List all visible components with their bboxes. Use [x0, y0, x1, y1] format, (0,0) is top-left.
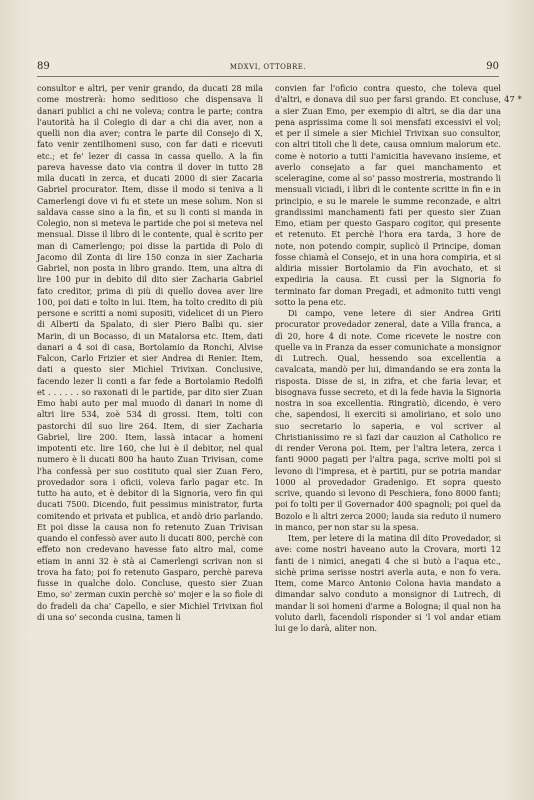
paragraph: Di campo, vene letere di sier Andrea Griti procurator provedador zeneral, date a Villa franca, a dì 20, hore 4 di note. Come ricevete le nostre con quelle va in Franza da esser comunichate a monsignor di Lutrech. Qual, hessendo soa excellentia a cavalcata, mandò per lui, dimandando se era zonta la risposta. Disse de si, in zifra, et che faria levar, et bisognava fusse secreto, et di la fede havia la Signoria nostra in soa excellentia. Ringratiò, dicendo, è vero che, sapendosi, li exerciti si amoliriano, et solo uno suo secretario lo saperia, e vol scriver al Christianissimo re si fazi dar cauzion al Catholico re di render Verona poi. Item, per l'altra letera, zerca i fanti 9000 pagati per l'altra paga, scrive molti poi si levono di l'impresa, et è partiti, pur se potria mandar 1000 al provedador Gradenigo. Et sopra questo scrive, quando si levono di Peschiera, fono 8000 fanti; poi fo tolti per il Governador 400 spagnoli; poi quel da Bozolo e li altri zerca 2000; lauda sia reduto il numero in manco, per non star su la spesa. [275, 308, 501, 532]
page-number-right: 90 [486, 61, 499, 72]
paragraph: convien far l'oficio contra questo, che toleva quel d'altri, e donava dil suo per farsi grando. Et concluse, a sier Zuan Emo, per exempio di altri, se dia dar una pena asprissima come li soi mensfati excessivi el vol; et per il simele a sier Michiel Trivixan suo consultor, con altri titoli che li dete, causa omnium malorum etc. come è notorio a tutti l'amicitia havevano insieme, et averlo consejato a far quei manchamento et sceleragine, come al so' passo mostreria, mostrando li mensuali viciadi, i libri di le contente scritte in fin e in principio, e su le marele le summe reconzade, e altri grandissimi manchamenti fati per questo sier Zuan Emo, etiam per questo Gasparo cogitor, qui presente et retenuto. Et perchè l'hora era tarda, 3 hore de note, non potendo compir, suplicò il Principe, doman fosse chiamà el Consejo, et in una hora compiria, et si aldiria missier Bortolamio da Fin avochato, et si expediria la causa. Et cussì per la Signoria fo terminato far doman Pregadi, et admonito tutti vengi sotto la pena etc. [275, 83, 501, 307]
running-title: MDXVI, OTTOBRE. [229, 63, 307, 71]
running-header [37, 60, 499, 74]
paragraph: consultor e altri, per venir grando, da ducati 28 mila come mostrerà: homo seditioso che dispensava li danari publici a chi ne voleva; contra le parte; contra l'autorità ha il Colegio di dar a chi dia aver, non a quelli non dia aver; contra le parte dil Consejo di X, fato venir zentilhomeni suso, con far dati e ricevuti etc.; et fe' lezer di cassa in cassa quello. A la fin pareva havesse dato via contra il dover in tutto 28 mila ducati in zerca, et ducati 2000 di sier Zacaria Gabriel procurator. Item, disse il modo si teniva a li Camerlengi dove vi fu et stete un mese solum. Non si saldava casse sino a la fin, et su li conti si manda in Colegio, non si meteva le partide che poi si meteva nel mensual. Disse il libro di le contente, qual è scrito per man di Camerlengo; poi disse la partida di Polo di Jacomo dil Zonta di lire 150 conza in sier Zacharia Gabriel, non posta in libro grando. Item, una altra di lire 100 pur in debito dil dito sier Zacharia Gabriel fato creditor, prima di più di quello dovea aver lire 100, poi dati e tolto in lui. Item, ha tolto credito di più persone e scritti a nomi supositi, videlicet di un Piero di Alberti da Spalato, di sier Piero Balbi qu. sier Marin, di un Bocasso, di un Matalorsa etc. Item, dati danari a 4 soi di casa, Bortolamio da Ronchi, Alvise Falcon, Carlo Frizier et sier Andrea di Renier. Item, dati a questo sier Michiel Trivixan. Conclusive, facendo lezer li conti a far fede a Bortolamio Redolfi et . . . . . . so raxonati di le partide, par dito sier Zuan Emo habi auto per mal muodo di danari in nome di altri lire 534, zoè 534 di grossi. Item, tolti con pastorchi dil suo lire 264. Item, di sier Zacharia Gabriel, lire 200. Item, lassà intacar a homeni impotenti etc. lire 160, che lui è il debitor, nel qual numero è li ducati 800 ha hauto Zuan Trivisan, come l'ha confessà per suo costituto qual sier Zuan Fero, provedador sora i oficii, voleva farlo pagar etc. In tutto ha auto, et è debitor di la Signoria, vero fin qui ducati 7500. Dicendo, fuit pessimus ministrator, furta comitendo et privata et publica, et andò drio parlando. Et poi disse la causa non fo retenuto Zuan Trivisan quando el confessò aver auto li ducati 800, perchè con effeto non credevano havesse fato altro mal, come etiam in anni 32 è stà ai Camerlengi scrivan non si trova ha fato; poi fo retenuto Gasparo, perchè pareva fusse in qualche dolo. Concluse, questo sier Zuan Emo, so' zerman cuxin perchè so' mojer e la so fiole di do fradeli da cha' Capello, e sier Michiel Trivixan fiol di una so' seconda cusina, tamen li [37, 83, 263, 622]
header-rule [37, 76, 499, 77]
right-column [275, 83, 501, 634]
paragraph: Item, per letere di la matina dil dito Provedador, si ave: come nostri haveano auto la Crovara, morti 12 fanti de i nimici, anegati 4 che si butò a l'aqua etc., sichè prima serisse nostri averla auta, e non fo vera. Item, come Marco Antonio Colona havia mandato a dimandar salvo conduto a monsignor di Lutrech, di mandar li soi homeni d'arme a Bologna; il qual non ha voluto darli, facendoli risponder si 'l vol andar etiam lui ge lo darà, aliter non. [275, 533, 501, 633]
left-column [37, 83, 263, 623]
margin-note: 47 * [504, 95, 522, 105]
page-number-left: 89 [37, 61, 50, 72]
